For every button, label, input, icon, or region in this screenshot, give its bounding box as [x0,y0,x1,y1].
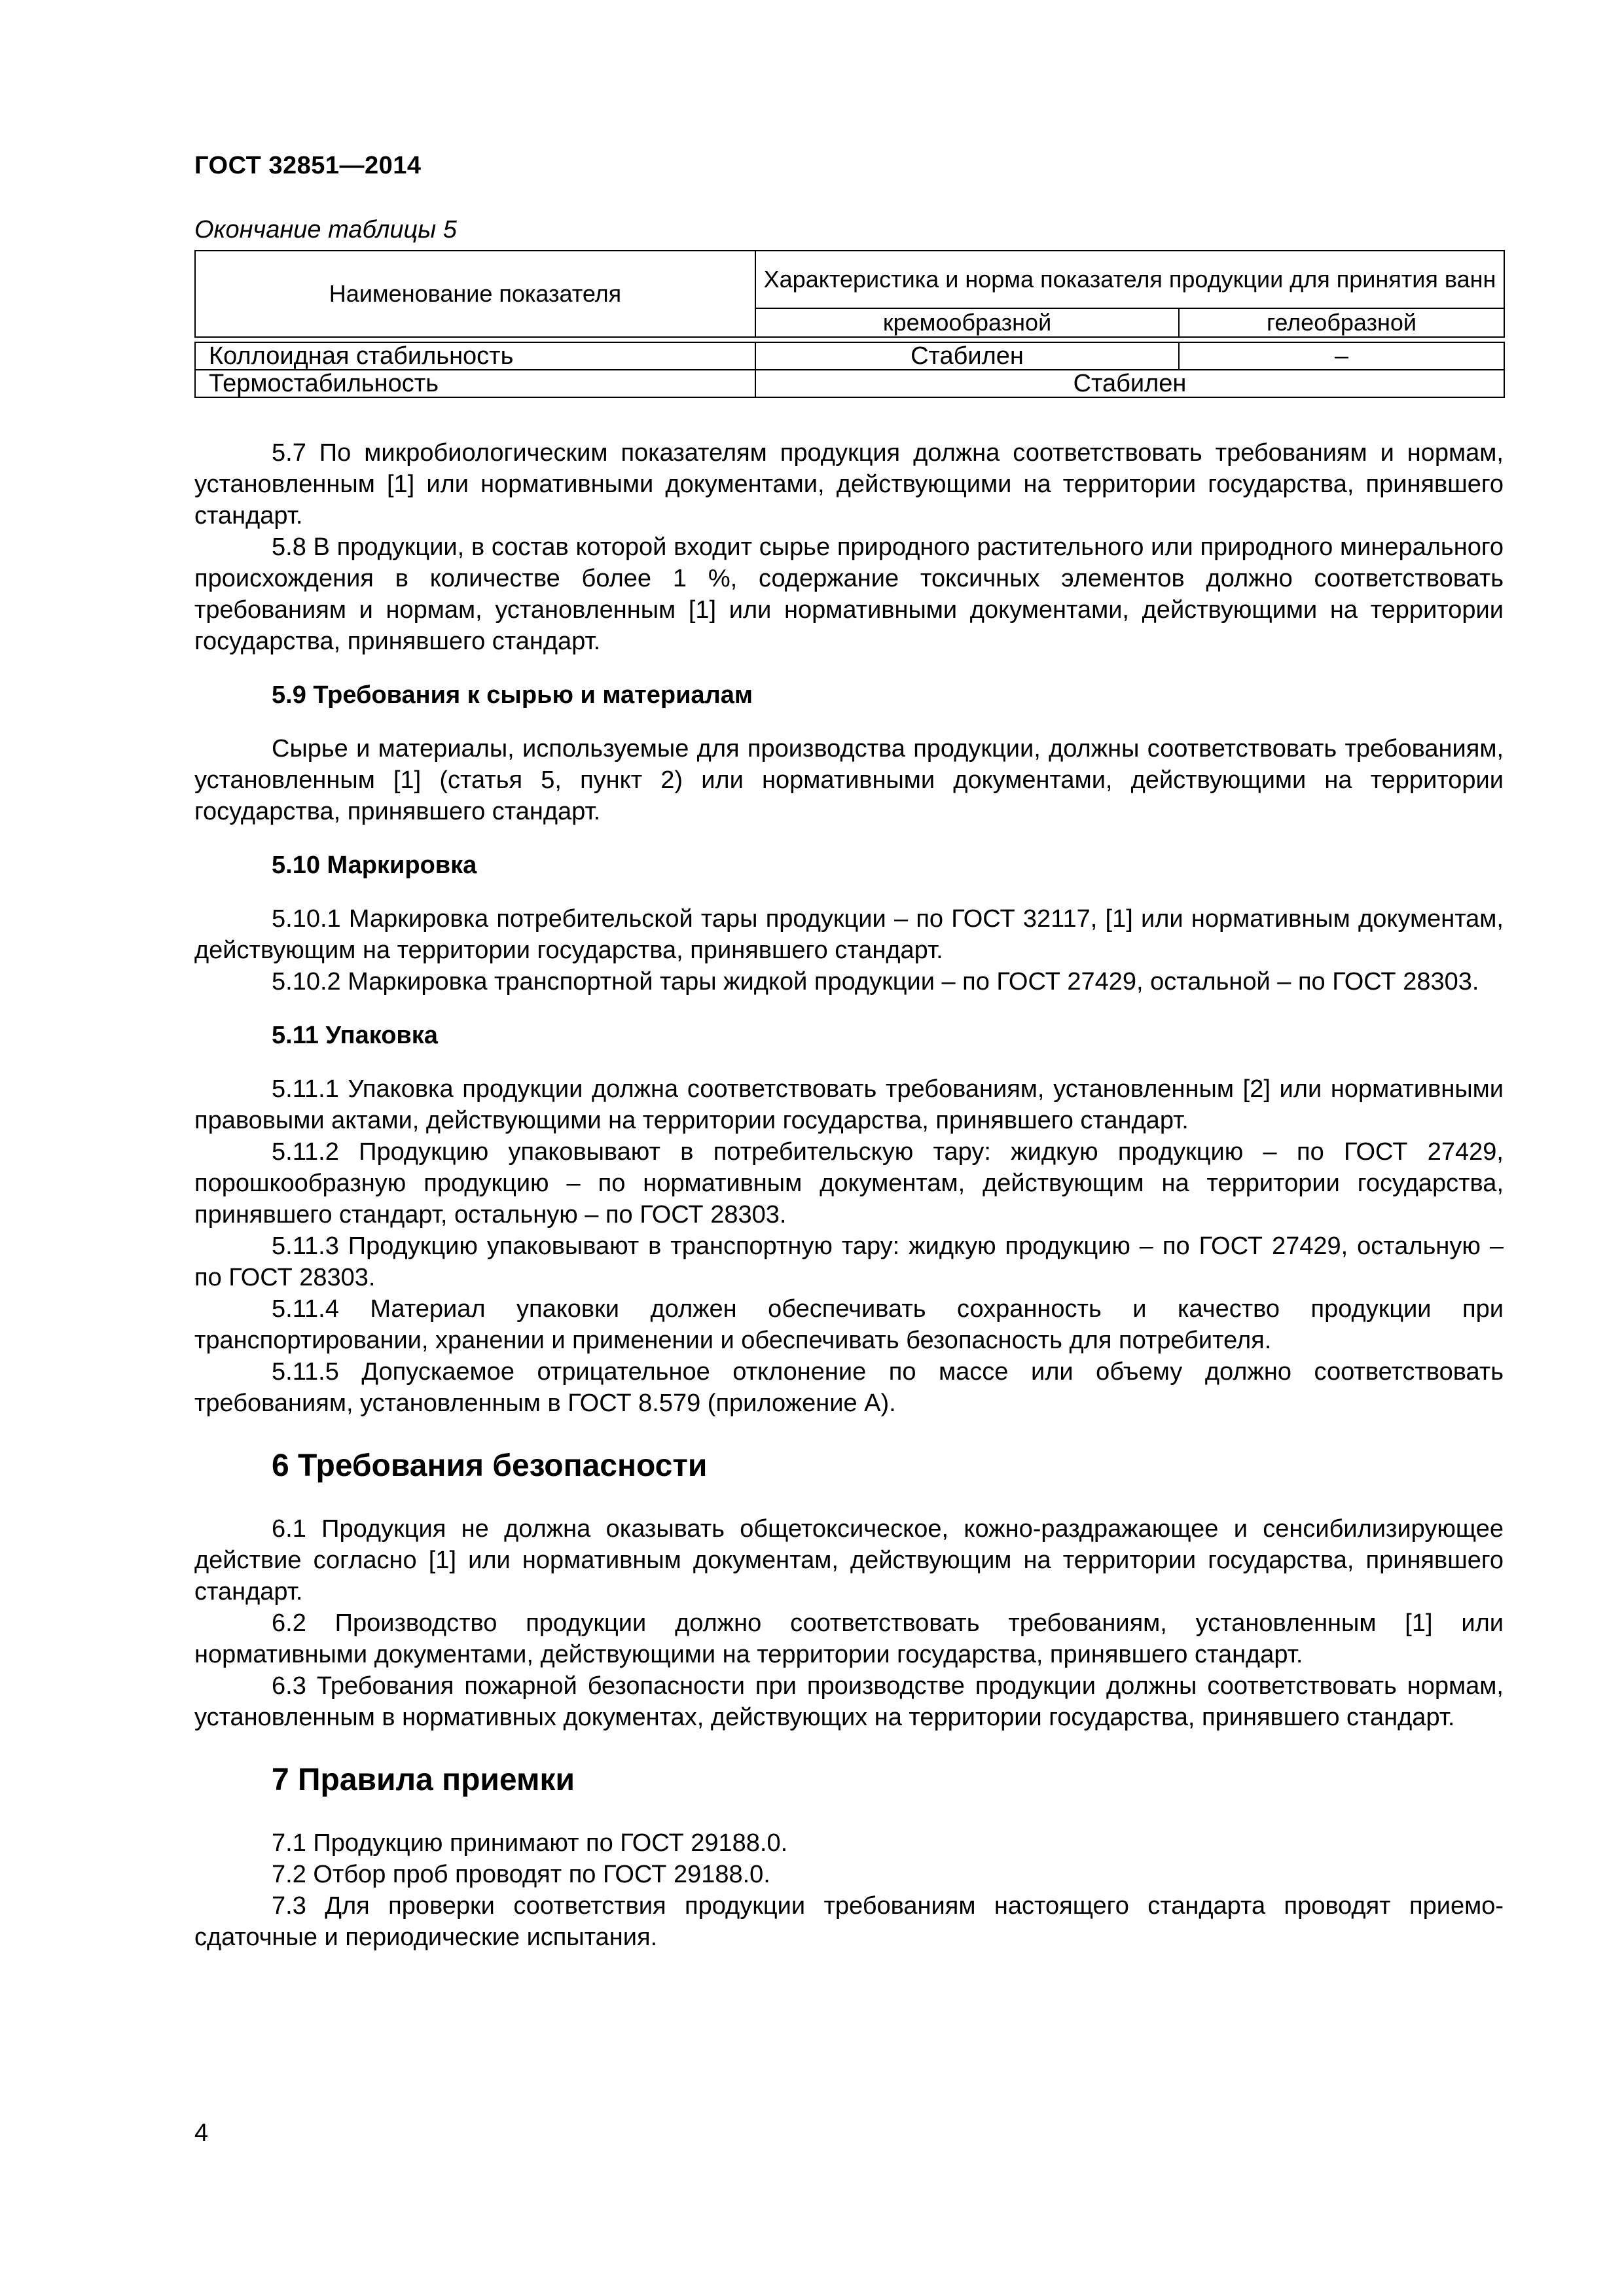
table-cell-value: – [1179,342,1504,370]
section-heading-5-10: 5.10 Маркировка [272,852,477,879]
paragraph-5-11-3: 5.11.3 Продукцию упаковывают в транспортную тару: жидкую продукцию – по ГОСТ 27429, остальную – по ГОСТ 28303. [194,1232,1504,1291]
table-row [195,342,1504,370]
paragraph-5-11-5: 5.11.5 Допускаемое отрицательное отклонение по массе или объему должно соответствовать требованиям, установленным в ГОСТ 8.579 (приложение А). [194,1358,1504,1417]
paragraph-6-1: 6.1 Продукция не должна оказывать общетоксическое, кожно-раздражающее и сенсибилизирующее действие согласно [1] или нормативным документам, действующим на территории государства, принявшего стандарт. [194,1515,1504,1605]
table-caption: Окончание таблицы 5 [194,216,457,243]
paragraph-7-2: 7.2 Отбор проб проводят по ГОСТ 29188.0. [272,1861,770,1888]
paragraph-5-10-2: 5.10.2 Маркировка транспортной тары жидкой продукции – по ГОСТ 27429, остальной – по ГОСТ 28303. [272,968,1479,996]
table-cell-name: Коллоидная стабильность [195,342,755,370]
paragraph-7-3: 7.3 Для проверки соответствия продукции требованиям настоящего стандарта проводят приемо-сдаточные и периодические испытания. [194,1892,1504,1951]
paragraph-5-9: Сырье и материалы, используемые для производства продукции, должны соответствовать требованиям, установленным [1] (статья 5, пункт 2) или нормативными документами, действующими на территории государства, принявшего стандарт. [194,735,1504,825]
section-heading-5-11: 5.11 Упаковка [272,1022,438,1049]
paragraph-5-11-4: 5.11.4 Материал упаковки должен обеспечивать сохранность и качество продукции при транспортировании, хранении и применении и обеспечивать безопасность для потребителя. [194,1295,1504,1354]
paragraph-6-3: 6.3 Требования пожарной безопасности при производстве продукции должны соответствовать нормам, установленным в нормативных документах, действующих на территории государства, принявшего стандарт. [194,1672,1504,1731]
paragraph-5-11-1: 5.11.1 Упаковка продукции должна соответствовать требованиям, установленным [2] или нормативными правовыми актами, действующими на территории государства, принявшего стандарт. [194,1075,1504,1134]
paragraph-6-2: 6.2 Производство продукции должно соответствовать требованиям, установленным [1] или нормативными документами, действующими на территории государства, принявшего стандарт. [194,1609,1504,1668]
table-cell-name: Термостабильность [195,370,755,397]
paragraph-5-7: 5.7 По микробиологическим показателям продукция должна соответствовать требованиям и нормам, установленным [1] или нормативными документами, действующими на территории государства, принявшего стандарт. [194,439,1504,529]
section-heading-5-9: 5.9 Требования к сырью и материалам [272,681,753,709]
section-heading-7: 7 Правила приемки [272,1763,575,1797]
table-header-row [195,251,1504,308]
table-cell-value: Стабилен [755,370,1504,397]
document-code: ГОСТ 32851—2014 [194,152,422,179]
column-header-gel: гелеобразной [1179,308,1504,337]
characteristics-table [194,250,1505,398]
section-heading-6: 6 Требования безопасности [272,1448,708,1483]
paragraph-5-8: 5.8 В продукции, в состав которой входит сырье природного растительного или природного минерального происхождения в количестве более 1 %, содержание токсичных элементов должно соответствовать требованиям и нормам, установленным [1] или нормативными документами, действующими на территории государства, принявшего стандарт. [194,533,1504,655]
paragraph-7-1: 7.1 Продукцию принимают по ГОСТ 29188.0. [272,1829,788,1857]
table-row [195,370,1504,397]
page-number: 4 [194,2119,209,2147]
table-cell-value: Стабилен [755,342,1179,370]
paragraph-5-11-2: 5.11.2 Продукцию упаковывают в потребительскую тару: жидкую продукцию – по ГОСТ 27429, порошкообразную продукцию – по нормативным документам, действующим на территории государства, принявшего стандарт, остальную – по ГОСТ 28303. [194,1138,1504,1229]
column-header-indicator: Наименование показателя [195,251,755,337]
document-body [194,437,1504,1953]
column-header-cream: кремообразной [755,308,1179,337]
column-header-group: Характеристика и норма показателя продукции для принятия ванн [755,251,1504,308]
table-header-separator [195,337,1504,342]
paragraph-5-10-1: 5.10.1 Маркировка потребительской тары продукции – по ГОСТ 32117, [1] или нормативным документам, действующим на территории государства, принявшего стандарт. [194,905,1504,964]
